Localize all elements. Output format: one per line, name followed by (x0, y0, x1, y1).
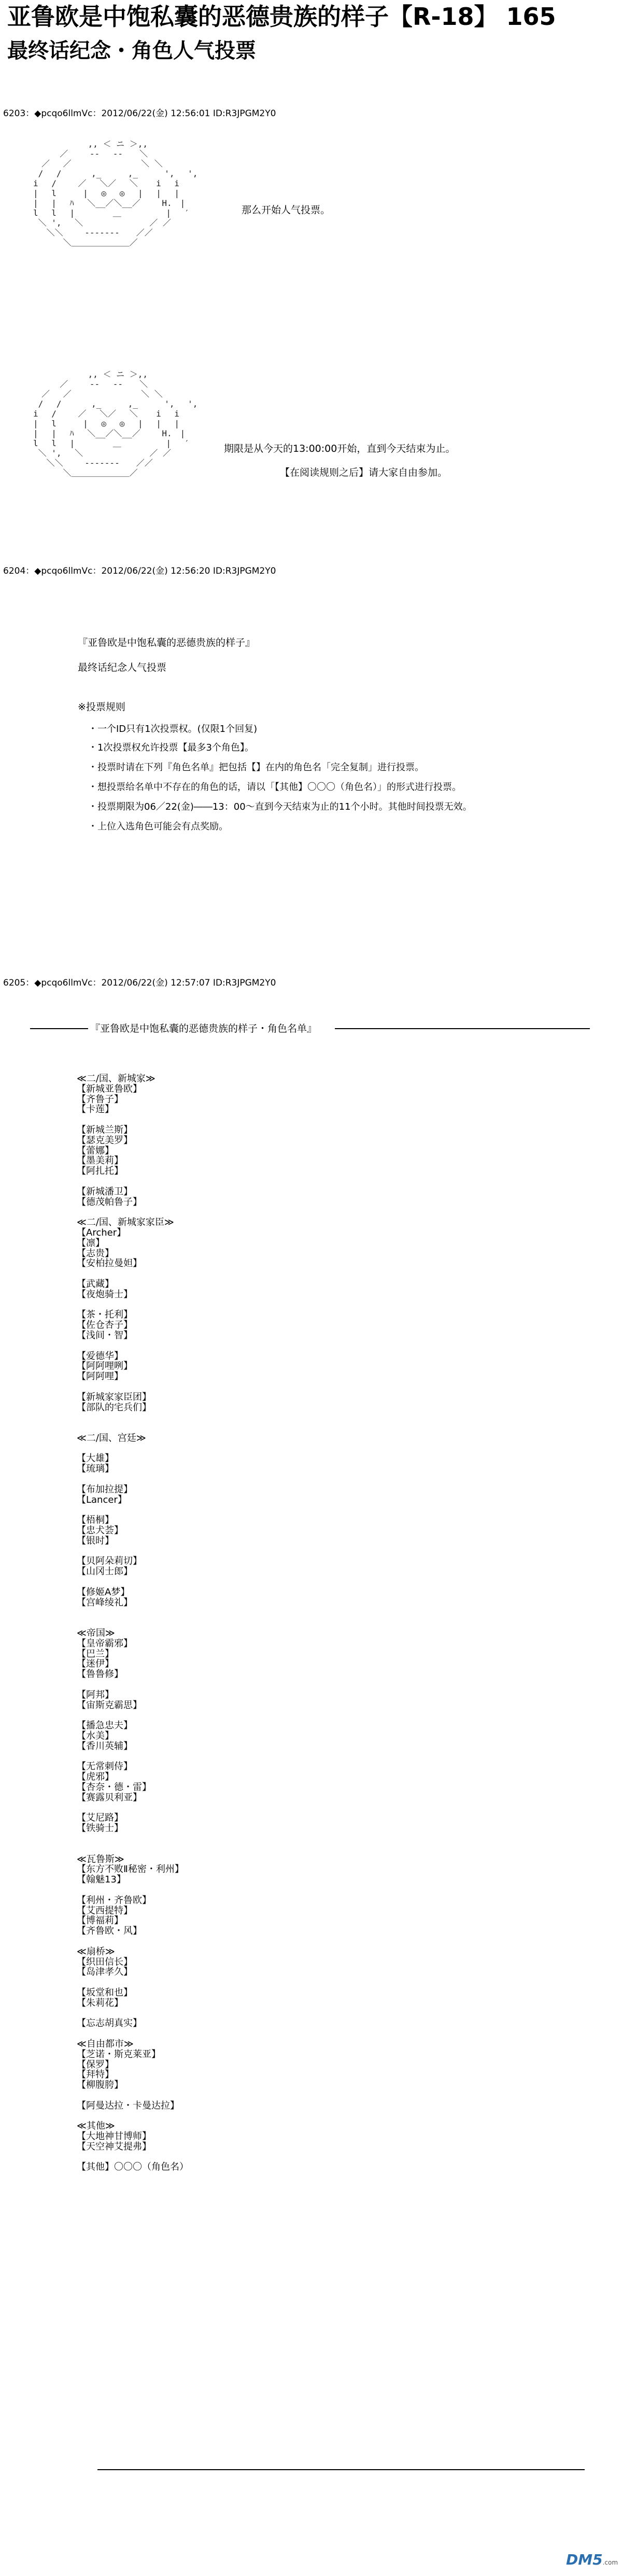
post-header-6204: 6204：◆pcqo6llmVc：2012/06/22(金) 12:56:20 ID:R3JPGM2Y0 (3, 566, 276, 576)
post-text-participate: 【在阅读规则之后】请大家自由参加。 (280, 467, 448, 478)
list-end-rule (97, 2469, 585, 2470)
character-name-list: ≪二/国、新城家≫ 【新城亚鲁欧】 【齐鲁子】 【卡莲】 【新城兰斯】 【瑟克美罗】 【蕾娜】 【墨美莉】 【阿扎托】 【新城潘卫】 【德茂帕鲁子】 ≪二/国、新城家家臣≫ 【Archer】 【凛】 【志贵】 【安柏拉曼妲】 【武藏】 【夜炮骑士】 【茶・托利】 【佐仓杏子】 【浅间・智】 【爱德华】 【阿阿哩咧】 【阿阿哩】 【新城家家臣团】 【部队的宅兵们】 ≪二/国、宫廷≫ 【大雄】 【琉璃】 【布加拉提】 【Lancer】 【梧桐】 【忠犬荟】 【银时】 【贝阿朵莉切】 【山冈士郎】 【修姬A梦】 【宫峰绫礼】 ≪帝国≫ 【皇帝霸邪】 【巴兰】 【迷伊】 【鲁鲁修】 【阿邦】 【宙斯克霸思】 【播急忠夫】 【水美】 【香川英辅】 【无常刺侍】 【虎邪】 【杏奈・德・雷】 【赛露贝利亚】 【艾尼路】 【铁骑士】 ≪瓦鲁斯≫ 【东方不败Ⅱ秘密・利州】 【翰魅13】 【利州・齐鲁欧】 【艾西提特】 【博福莉】 【齐鲁欧・风】 ≪扇桥≫ 【织田信长】 【岛津孝久】 【坂堂和也】 【朱莉花】 【忘志胡真实】 ≪自由都市≫ 【芝诺・斯克莱亚】 【保罗】 【拜特】 【柳腹胯】 【阿曼达拉・卡曼达拉】 ≪其他≫ 【大地神甘博师】 【天空神艾提弗】 【其他】〇〇〇（角色名） (77, 1073, 189, 2173)
intro-subtitle: 最终话纪念人气投票 (78, 662, 167, 673)
ascii-art-face-2: ,, ＜ ニ ＞,, ／ ‐‐ ‐‐ ＼ ／ ／ ＼ ＼ / / ,_ ,_ ', ', i / ／ ＼／ ＼ i i | l | ◎ ◎ | | | | | ﾊ ＼__／＼__／ H. | l l | ＿ | ′ ＼ ', ＼ ／ ／ ＼＼ ‐‐‐‐‐‐‐ ／／ ＼＿＿＿＿＿＿＿／ (33, 369, 198, 478)
ascii-art-face-1: ,, ＜ ニ ＞,, ／ ‐‐ ‐‐ ＼ ／ ／ ＼ ＼ / / ,_ ,_ ', ', i / ／ ＼／ ＼ i i | l | ◎ ◎ | | | | | ﾊ ＼__／＼__／ H. | l l | ＿ | ′ ＼ ', ＼ ／ ／ ＼＼ ‐‐‐‐‐‐‐ ／／ ＼＿＿＿＿＿＿＿／ (33, 139, 198, 247)
rule-item-3: ・投票时请在下列『角色名单』把包括【】在内的角色名「完全复制」进行投票。 (88, 762, 424, 773)
character-list-title: 『亚鲁欧是中饱私囊的恶德贵族的样子・角色名单』 (90, 1023, 317, 1034)
rule-item-5: ・投票期限为06／22(金)――13：00～直到今天结束为止的11个小时。其他时间投票无效。 (88, 801, 472, 812)
watermark-suffix: .com (602, 2559, 618, 2566)
intro-title: 『亚鲁欧是中饱私囊的恶德贵族的样子』 (78, 637, 256, 648)
page-subtitle: 最终话纪念・角色人气投票 (7, 39, 256, 63)
header-rule-right (335, 1028, 590, 1029)
character-list-header (30, 1021, 590, 1036)
rules-title: ※投票规则 (78, 701, 125, 713)
post-text-start-vote: 那么开始人气投票。 (242, 204, 331, 216)
watermark-brand: DM5 (566, 2551, 603, 2568)
post-header-6203: 6203：◆pcqo6llmVc：2012/06/22(金) 12:56:01 ID:R3JPGM2Y0 (3, 108, 276, 119)
post-header-6205: 6205：◆pcqo6llmVc：2012/06/22(金) 12:57:07 ID:R3JPGM2Y0 (3, 978, 276, 988)
rule-item-1: ・一个ID只有1次投票权。(仅限1个回复) (88, 724, 258, 735)
rule-item-2: ・1次投票权允许投票【最多3个角色】。 (88, 742, 254, 753)
watermark-logo (566, 2551, 618, 2568)
post-text-deadline: 期限是从今天的13:00:00开始，直到今天结束为止。 (224, 443, 456, 454)
page-title: 亚鲁欧是中饱私囊的恶德贵族的样子【R-18】 165 (7, 3, 556, 31)
rule-item-4: ・想投票给名单中不存在的角色的话，请以「【其他】〇〇〇（角色名）」的形式进行投票。 (88, 782, 461, 793)
header-rule-left (30, 1028, 88, 1029)
rule-item-6: ・上位入选角色可能会有点奖励。 (88, 821, 228, 832)
